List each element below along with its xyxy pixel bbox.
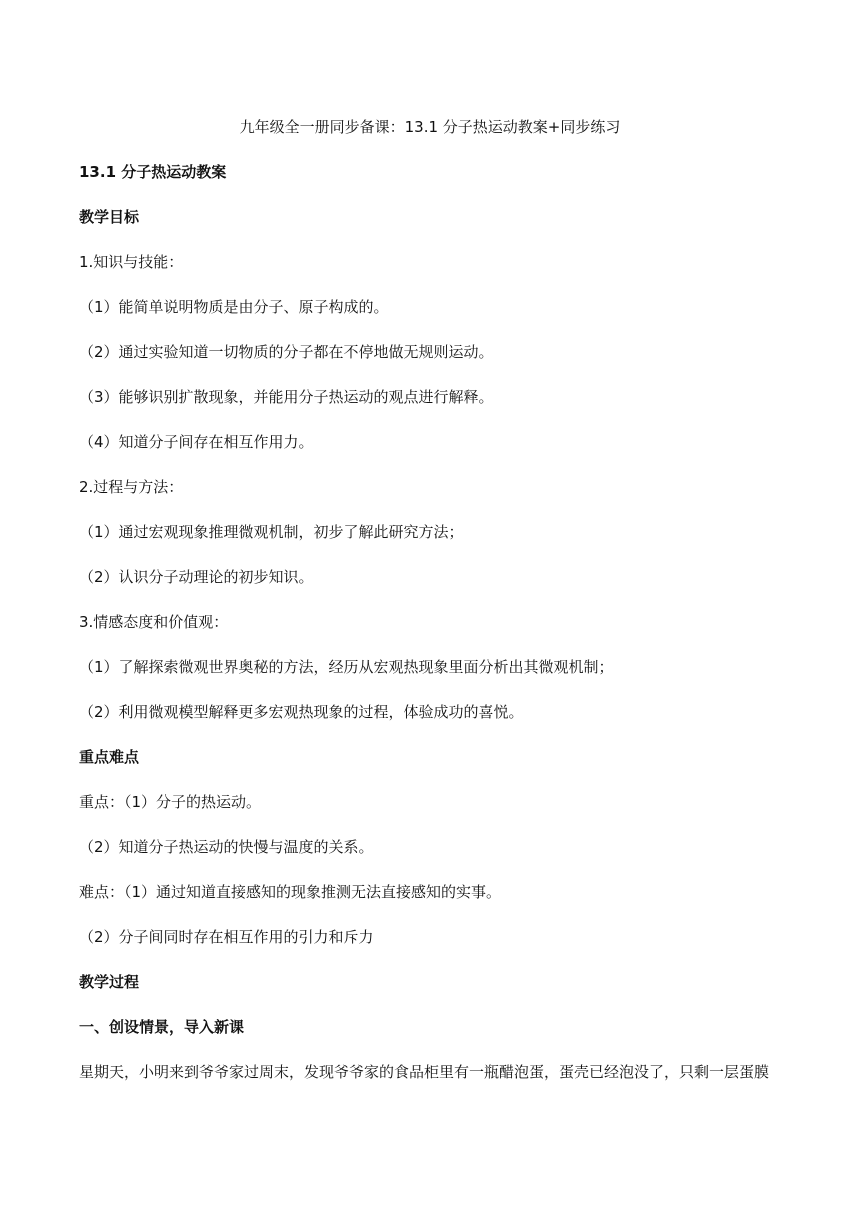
- paragraph-line: （2）知道分子热运动的快慢与温度的关系。: [79, 838, 374, 856]
- section-heading-intro: 一、创设情景，导入新课: [79, 1018, 245, 1036]
- paragraph-line: 星期天，小明来到爷爷家过周末，发现爷爷家的食品柜里有一瓶醋泡蛋，蛋壳已经泡没了，只剩一层蛋膜: [79, 1063, 770, 1081]
- paragraph-line: 重点：（1）分子的热运动。: [79, 793, 262, 811]
- paragraph-line: 3.情感态度和价值观：: [79, 613, 229, 631]
- paragraph-line: （2）利用微观模型解释更多宏观热现象的过程，体验成功的喜悦。: [79, 703, 524, 721]
- paragraph-line: （2）认识分子动理论的初步知识。: [79, 568, 314, 586]
- section-heading-process: 教学过程: [79, 973, 140, 991]
- paragraph-line: （1）能简单说明物质是由分子、原子构成的。: [79, 298, 389, 316]
- paragraph-line: 2.过程与方法：: [79, 478, 184, 496]
- section-heading-lesson: 13.1 分子热运动教案: [79, 163, 227, 181]
- paragraph-line: （2）通过实验知道一切物质的分子都在不停地做无规则运动。: [79, 343, 494, 361]
- paragraph-line: 难点：（1）通过知道直接感知的现象推测无法直接感知的实事。: [79, 883, 502, 901]
- paragraph-line: （4）知道分子间存在相互作用力。: [79, 433, 314, 451]
- section-heading-objectives: 教学目标: [79, 208, 140, 226]
- paragraph-line: （1）了解探索微观世界奥秘的方法，经历从宏观热现象里面分析出其微观机制；: [79, 658, 614, 676]
- paragraph-line: 1.知识与技能：: [79, 253, 184, 271]
- document-body: [79, 160, 799, 1105]
- paragraph-line: （1）通过宏观现象推理微观机制，初步了解此研究方法；: [79, 523, 464, 541]
- document-title: 九年级全一册同步备课：13.1 分子热运动教案+同步练习: [239, 118, 621, 136]
- paragraph-line: （3）能够识别扩散现象，并能用分子热运动的观点进行解释。: [79, 388, 494, 406]
- paragraph-line: （2）分子间同时存在相互作用的引力和斥力: [79, 928, 374, 946]
- section-heading-key-points: 重点难点: [79, 748, 140, 766]
